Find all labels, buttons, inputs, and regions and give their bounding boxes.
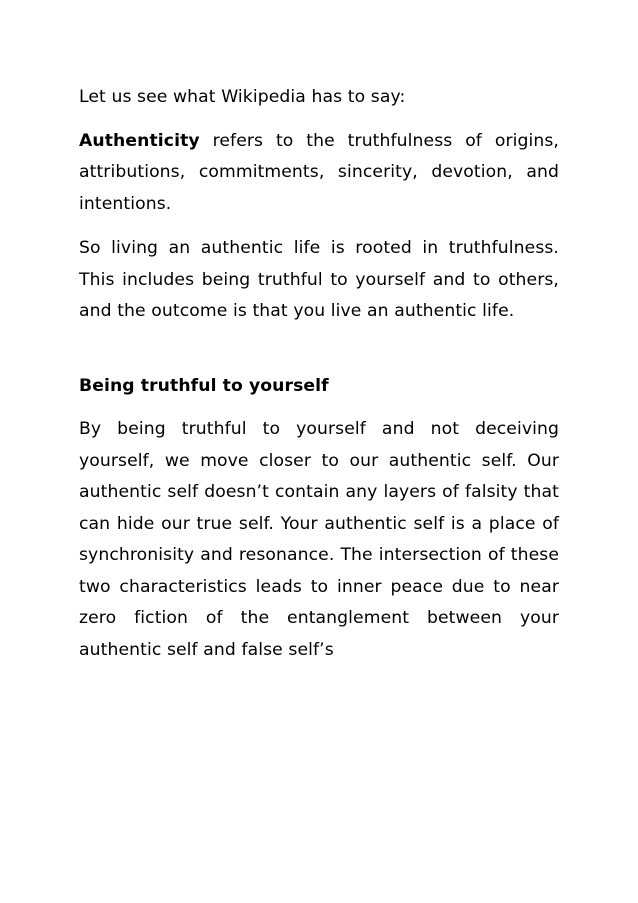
authentic-life-paragraph: So living an authentic life is rooted in truthfulness. This includes being truthful to yourself and to others, and the outcome is that you live an authentic life.: [79, 238, 559, 321]
definition-paragraph: [79, 126, 559, 221]
section-spacer: [79, 341, 559, 371]
document-page: [79, 82, 559, 679]
definition-text: refers to the truthfulness of origins, attributions, commitments, sincerity, devotion, and intentions.: [79, 130, 559, 214]
truthful-paragraph: By being truthful to yourself and not deceiving yourself, we move closer to our authentic self. Our authentic self doesn’t contain any layers of falsity that can hide our true self. Your authentic self is a place of synchronisity and resonance. The intersection of these two characteristics leads to inner peace due to near zero fiction of the entanglement between your authentic self and false self’s: [79, 419, 559, 660]
intro-text: Let us see what Wikipedia has to say:: [79, 87, 406, 107]
section-heading: Being truthful to yourself: [79, 375, 329, 396]
definition-term: Authenticity: [79, 130, 200, 151]
